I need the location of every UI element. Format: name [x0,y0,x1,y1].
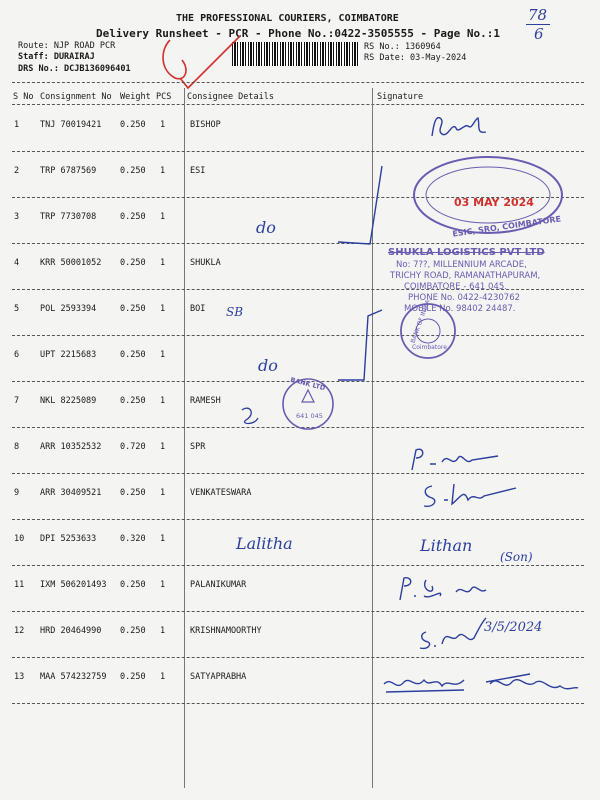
row-consignee: PALANIKUMAR [190,580,247,590]
row-weight: 0.320 [120,534,146,544]
row-weight: 0.250 [120,258,146,268]
row-consignee: VENKATESWARA [190,488,252,498]
route-label: Route: NJP ROAD PCR [18,41,116,51]
row-pcs: 1 [160,396,166,406]
row-consignee: SPR [190,442,206,452]
row-sno: 8 [14,442,20,452]
corner-number-top: 78 [528,6,548,24]
rs-number: RS No.: 1360964 [364,42,441,52]
bracket-row5-7 [332,306,392,386]
signature-row13 [380,668,580,708]
row-weight: 0.250 [120,672,146,682]
staff-label: Staff: DURAIRAJ [18,52,95,62]
row-separator [12,565,584,566]
row-sno: 9 [14,488,20,498]
row-consignment-no: ARR 30409521 [40,488,102,498]
mark-row7 [236,400,266,430]
row-consignee: ESI [190,166,206,176]
row-consignment-no: UPT 2215683 [40,350,97,360]
row-weight: 0.250 [120,304,146,314]
row-weight: 0.250 [120,212,146,222]
col-sno: S No [13,92,34,102]
col-signature: Signature [377,92,424,102]
row-pcs: 1 [160,488,166,498]
esic-stamp-date: 03 MAY 2024 [454,196,534,209]
signature-row9 [420,480,520,510]
row-consignee: BOI [190,304,206,314]
sb-row5: SB [226,305,244,319]
header-rule-top [12,82,584,83]
rs-date: RS Date: 03-May-2024 [364,53,467,63]
row-consignment-no: KRR 50001052 [40,258,102,268]
row-pcs: 1 [160,258,166,268]
row-pcs: 1 [160,120,166,130]
company-title: THE PROFESSIONAL COURIERS, COIMBATORE [176,13,399,24]
row-consignment-no: NKL 8225089 [40,396,97,406]
bracket-row2-4 [330,160,390,250]
corner-number-bottom: 6 [534,25,544,43]
row-consignment-no: IXM 506201493 [40,580,107,590]
shukla-stamp-line1: No: 7??, MILLENNIUM ARCADE, [396,260,527,270]
bank-stamp-code: 641 045 [296,412,323,420]
signature-row11 [396,574,496,604]
red-check-mark [150,30,260,90]
row-sno: 3 [14,212,20,222]
consignee-hw-row10: Lalitha [236,534,293,553]
bank-stamp-label: BANK LTD [289,375,327,393]
signature-row10: Lithan [420,536,473,555]
row-sno: 13 [14,672,25,682]
row-separator [12,335,584,336]
row-sno: 5 [14,304,20,314]
header-rule-bottom [12,104,584,105]
shukla-stamp-line5: MOBILE No. 98402 24487. [404,304,516,314]
row-pcs: 1 [160,304,166,314]
col-pcs: PCS [156,92,172,102]
signature-row8 [408,444,504,474]
col-consignment: Consignment No [40,92,112,102]
signature-row10-son: (Son) [500,550,533,564]
row-consignment-no: TRP 7730708 [40,212,97,222]
row-consignee: RAMESH [190,396,221,406]
row-pcs: 1 [160,212,166,222]
col-consignee: Consignee Details [187,92,274,102]
row-consignment-no: POL 2593394 [40,304,97,314]
row-pcs: 1 [160,442,166,452]
row-consignment-no: TNJ 70019421 [40,120,102,130]
row-pcs: 1 [160,626,166,636]
shukla-stamp-line2: TRICHY ROAD, RAMANATHAPURAM, [390,271,541,281]
row-weight: 0.250 [120,488,146,498]
row-weight: 0.250 [120,580,146,590]
row-weight: 0.250 [120,166,146,176]
ditto-row3: do [256,218,276,237]
row-weight: 0.250 [120,396,146,406]
esic-stamp-label: ESIC, SRO, COIMBATORE [451,214,562,239]
row-weight: 0.250 [120,120,146,130]
shukla-stamp-line4: PHONE No. 0422-4230762 [408,293,521,303]
row-consignment-no: MAA 574232759 [40,672,107,682]
row-consignment-no: ARR 10352532 [40,442,102,452]
row-consignment-no: DPI 5253633 [40,534,97,544]
shukla-stamp-name: SHUKLA LOGISTICS PVT LTD [388,247,545,258]
row-separator [12,611,584,612]
row-pcs: 1 [160,534,166,544]
row-pcs: 1 [160,672,166,682]
row-consignee: KRISHNAMOORTHY [190,626,262,636]
row-sno: 7 [14,396,20,406]
row-pcs: 1 [160,580,166,590]
row-consignment-no: HRD 20464990 [40,626,102,636]
row-pcs: 1 [160,350,166,360]
row-sno: 2 [14,166,20,176]
drs-number: DRS No.: DCJB136096401 [18,64,131,74]
row-weight: 0.720 [120,442,146,452]
row-separator [12,519,584,520]
row-weight: 0.250 [120,350,146,360]
date-row12: 3/5/2024 [484,620,543,635]
boi-stamp-city: Coimbatore [412,344,447,351]
boi-stamp-label: BANK OF INDIA [409,298,432,345]
row-sno: 10 [14,534,25,544]
row-weight: 0.250 [120,626,146,636]
row-consignee: BISHOP [190,120,221,130]
divider-consignee [184,88,185,788]
ditto-row6: do [258,356,278,375]
runsheet-title: Delivery Runsheet - PCR - Phone No.:0422-3505555 - Page No.:1 [96,27,500,40]
row-separator [12,657,584,658]
row-pcs: 1 [160,166,166,176]
row-consignee: SATYAPRABHA [190,672,247,682]
row-sno: 4 [14,258,20,268]
signature-row1 [428,112,498,142]
row-consignment-no: TRP 6787569 [40,166,97,176]
row-separator [12,243,584,244]
col-weight: Weight [120,92,151,102]
row-consignee: SHUKLA [190,258,221,268]
row-sno: 11 [14,580,25,590]
row-sno: 6 [14,350,20,360]
row-sno: 12 [14,626,25,636]
row-sno: 1 [14,120,20,130]
shukla-stamp-line3: COIMBATORE - 641 045. [404,282,507,292]
